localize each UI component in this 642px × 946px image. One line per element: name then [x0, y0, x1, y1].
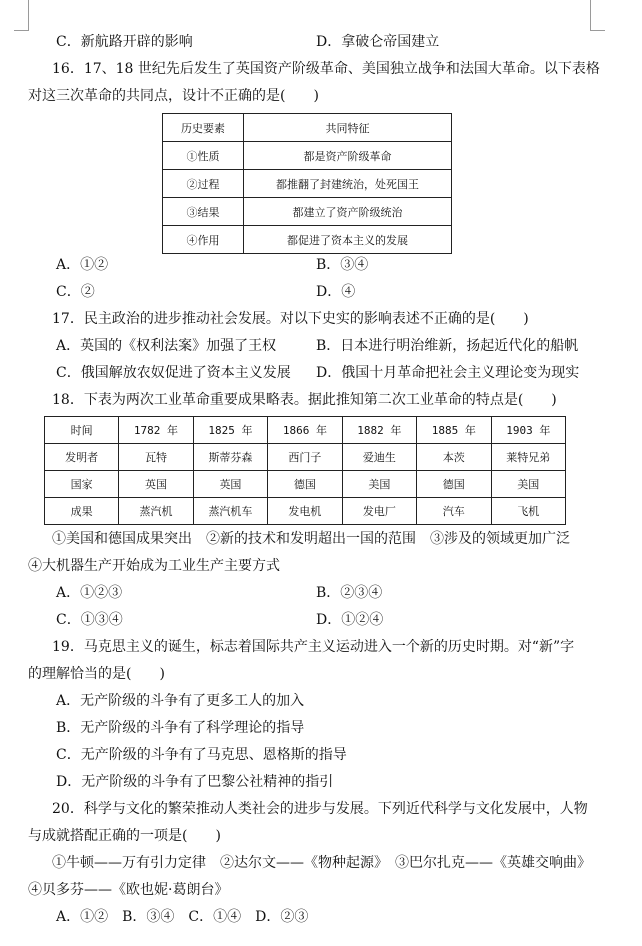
table-cell: 德国: [268, 471, 342, 498]
table-cell: 德国: [417, 471, 491, 498]
table-cell: 英国: [119, 471, 193, 498]
table-cell: 美国: [491, 471, 565, 498]
crop-mark-top-right: [590, 0, 605, 31]
table-row: [45, 498, 566, 525]
q17-option-a: A．英国的《权利法案》加强了王权: [56, 338, 277, 354]
table-cell: 都推翻了封建统治，处死国王: [244, 170, 452, 198]
table-cell: 瓦特: [119, 444, 193, 471]
q18-items-line2: ④大机器生产开始成为工业生产主要方式: [28, 558, 280, 574]
table-cell: 1825 年: [193, 417, 267, 444]
table-row: [163, 114, 452, 142]
q18-option-b: B．②③④: [316, 585, 383, 601]
table-cell: 都建立了资产阶级统治: [244, 198, 452, 226]
q17-option-d: D．俄国十月革命把社会主义理论变为现实: [316, 365, 580, 381]
table-header-cell: 共同特征: [244, 114, 452, 142]
q19-option-d: D．无产阶级的斗争有了巴黎公社精神的指引: [56, 774, 334, 790]
q16-option-a: A．①②: [56, 257, 109, 273]
table-row: [163, 170, 452, 198]
table-cell: 发电厂: [342, 498, 416, 525]
table-cell: 西门子: [268, 444, 342, 471]
q18-option-d: D．①②④: [316, 612, 384, 628]
q19-option-c: C．无产阶级的斗争有了马克思、恩格斯的指导: [56, 747, 347, 763]
table-cell: 蒸汽机: [119, 498, 193, 525]
table-cell: 国家: [45, 471, 119, 498]
q16-option-c: C．②: [56, 284, 95, 300]
table-cell: 成果: [45, 498, 119, 525]
table-cell: 蒸汽机车: [193, 498, 267, 525]
q20-options: A．①② B．③④ C．①④ D．②③: [56, 909, 309, 925]
table-cell: 都是资产阶级革命: [244, 142, 452, 170]
q16-stem-line2: 对这三次革命的共同点，设计不正确的是( ): [28, 88, 319, 104]
q17-stem: 17．民主政治的进步推动社会发展。对以下史实的影响表述不正确的是( ): [52, 311, 529, 327]
q18-stem: 18．下表为两次工业革命重要成果略表。据此推知第二次工业革命的特点是( ): [52, 392, 557, 408]
q18-option-c: C．①③④: [56, 612, 123, 628]
table-cell: 1903 年: [491, 417, 565, 444]
table-row: [45, 471, 566, 498]
table-cell: ②过程: [163, 170, 244, 198]
table-cell: 1866 年: [268, 417, 342, 444]
table-row: [163, 142, 452, 170]
table-cell: 1782 年: [119, 417, 193, 444]
table-row: [163, 226, 452, 254]
q18-items-line1: ①美国和德国成果突出 ②新的技术和发明超出一国的范围 ③涉及的领域更加广泛: [52, 531, 570, 547]
q19-stem-line2: 的理解恰当的是( ): [28, 666, 165, 682]
q15-option-d: D．拿破仑帝国建立: [316, 34, 440, 50]
table-header-cell: 历史要素: [163, 114, 244, 142]
table-row: [163, 198, 452, 226]
q15-option-c: C．新航路开辟的影响: [56, 34, 193, 50]
q16-option-d: D．④: [316, 284, 356, 300]
q19-option-a: A．无产阶级的斗争有了更多工人的加入: [56, 693, 305, 709]
table-cell: 时间: [45, 417, 119, 444]
q18-option-a: A．①②③: [56, 585, 123, 601]
table-cell: 爱迪生: [342, 444, 416, 471]
table-cell: 英国: [193, 471, 267, 498]
q20-stem-line1: 20．科学与文化的繁荣推动人类社会的进步与发展。下列近代科学与文化发展中，人物: [52, 801, 588, 817]
q20-stem-line2: 与成就搭配正确的一项是( ): [28, 828, 221, 844]
q16-table: [162, 113, 452, 254]
q20-items-line1: ①牛顿——万有引力定律 ②达尔文——《物种起源》 ③巴尔扎克——《英雄交响曲》: [52, 855, 591, 871]
q17-option-c: C．俄国解放农奴促进了资本主义发展: [56, 365, 291, 381]
crop-mark-top-left: [14, 0, 29, 31]
table-cell: 发明者: [45, 444, 119, 471]
q19-stem-line1: 19．马克思主义的诞生，标志着国际共产主义运动进入一个新的历史时期。对“新”字: [52, 639, 575, 655]
table-row: [45, 417, 566, 444]
table-cell: ④作用: [163, 226, 244, 254]
table-cell: ①性质: [163, 142, 244, 170]
table-row: [45, 444, 566, 471]
table-cell: 本茨: [417, 444, 491, 471]
table-cell: ③结果: [163, 198, 244, 226]
q20-items-line2: ④贝多芬——《欧也妮·葛朗台》: [28, 882, 229, 898]
table-cell: 斯蒂芬森: [193, 444, 267, 471]
q17-option-b: B．日本进行明治维新，扬起近代化的船帆: [316, 338, 579, 354]
table-cell: 1885 年: [417, 417, 491, 444]
table-cell: 飞机: [491, 498, 565, 525]
table-cell: 美国: [342, 471, 416, 498]
q16-stem-line1: 16．17、18 世纪先后发生了英国资产阶级革命、美国独立战争和法国大革命。以下表格: [52, 61, 600, 77]
q16-option-b: B．③④: [316, 257, 369, 273]
table-cell: 汽车: [417, 498, 491, 525]
table-cell: 莱特兄弟: [491, 444, 565, 471]
table-cell: 都促进了资本主义的发展: [244, 226, 452, 254]
q19-option-b: B．无产阶级的斗争有了科学理论的指导: [56, 720, 305, 736]
table-cell: 发电机: [268, 498, 342, 525]
q18-table: [44, 416, 566, 525]
table-cell: 1882 年: [342, 417, 416, 444]
